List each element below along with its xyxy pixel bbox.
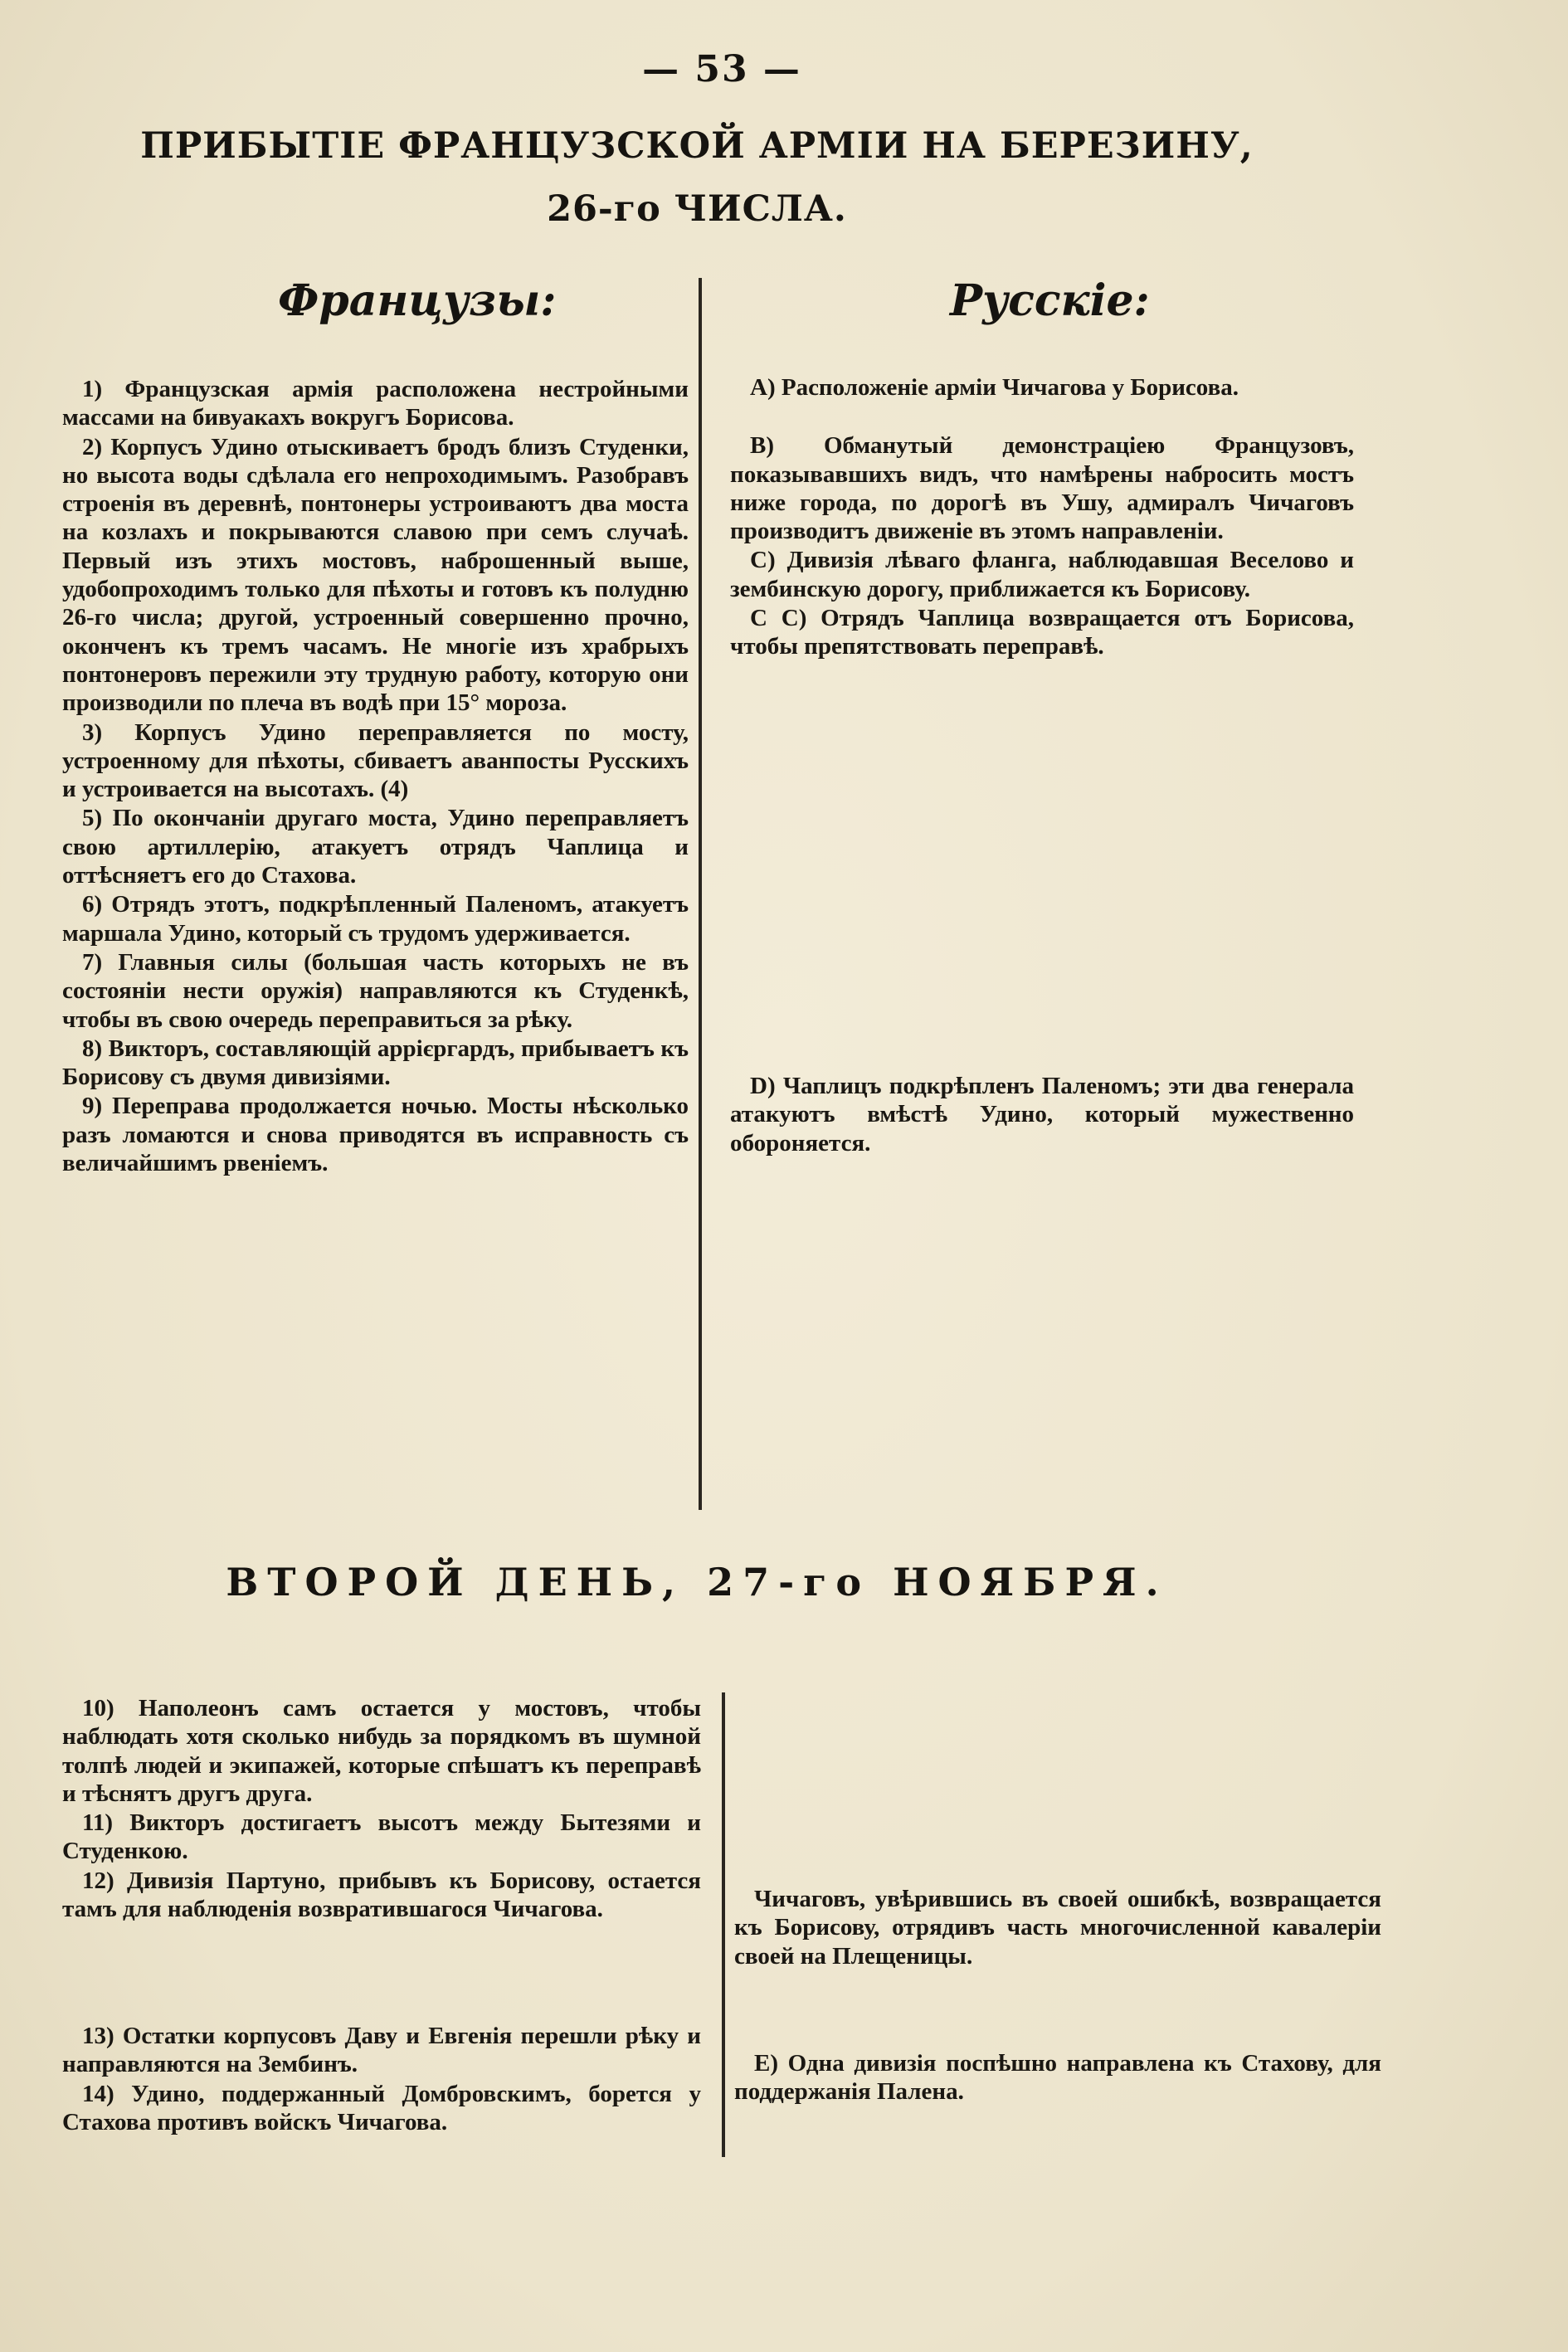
chichagov-paragraph: Чичаговъ, увѣрившись въ своей ошибкѣ, возвращается къ Борисову, отрядивъ часть многочисленной кавалеріи своей на Плещеницы. — [734, 1886, 1381, 1970]
french-paragraph-2: 2) Корпусъ Удино отыскиваетъ бродъ близъ Студенки, но высота воды сдѣлала его непроходимымъ. Разобравъ строенія въ деревнѣ, понтонеры устроиваютъ два моста на козлахъ и покрываются славою при семъ случаѣ. Первый изъ этихъ мостовъ, наброшенный выше, удобопроходимъ только для пѣхоты и готовъ къ полудню 26-го числа; другой, устроенный совершенно прочно, оконченъ къ тремъ часамъ. Не многіе изъ храбрыхъ понтонеровъ пережили эту трудную работу, которую они производили по плеча въ водѣ при 15° мороза. — [62, 433, 689, 717]
page-title: ПРИБЫТІЕ ФРАНЦУЗСКОЙ АРМІИ НА БЕРЕЗИНУ, 26-го ЧИСЛА. — [140, 125, 1254, 230]
page-number: — 53 — — [642, 48, 801, 90]
russian-paragraph-d-block — [730, 1072, 1354, 1157]
russian-paragraph-cc: C C) Отрядъ Чаплица возвращается отъ Борисова, чтобы препятствовать переправѣ. — [730, 605, 1354, 660]
french-paragraph-10: 10) Наполеонъ самъ остается у мостовъ, чтобы наблюдать хотя сколько нибудь за порядкомъ въ шумной толпѣ людей и экипажей, которые спѣшатъ къ переправѣ и тѣснятъ другъ друга. — [62, 1695, 701, 1807]
french-column — [62, 375, 689, 1177]
second-day-french-column — [62, 1694, 701, 1923]
french-paragraph-11: 11) Викторъ достигаетъ высотъ между Бытезями и Студенкою. — [62, 1809, 701, 1865]
column-divider-top — [699, 278, 702, 1510]
russian-paragraph-c: C) Дивизія лѣваго фланга, наблюдавшая Веселово и зембинскую дорогу, приближается къ Борисову. — [730, 547, 1354, 602]
second-day-heading: ВТОРОЙ ДЕНЬ, 27-го НОЯБРЯ. — [226, 1560, 1168, 1605]
french-paragraph-5: 5) По окончаніи другаго моста, Удино переправляетъ свою артиллерію, атакуетъ отрядъ Чаплица и оттѣсняетъ его до Стахова. — [62, 805, 689, 889]
french-paragraph-12: 12) Дивизія Партуно, прибывъ къ Борисову, остается тамъ для наблюденія возвратившагося Чичагова. — [62, 1867, 701, 1923]
french-paragraph-7: 7) Главныя силы (большая часть которыхъ не въ состояніи нести оружія) направляются къ Студенкѣ, чтобы въ свою очередь переправиться за рѣку. — [62, 948, 689, 1033]
french-paragraph-6: 6) Отрядъ этотъ, подкрѣпленный Паленомъ, атакуетъ маршала Удино, который съ трудомъ удерживается. — [62, 891, 689, 947]
second-day-french-column-lower — [62, 2022, 701, 2136]
second-day-russian-column — [734, 1885, 1381, 1970]
french-paragraph-8: 8) Викторъ, составляющій аррієргардъ, прибываетъ къ Борисову съ двумя дивизіями. — [62, 1035, 689, 1091]
russian-paragraph-d: D) Чаплицъ подкрѣпленъ Паленомъ; эти два генерала атакуютъ вмѣстѣ Удино, который мужественно обороняется. — [730, 1073, 1354, 1157]
french-paragraph-9: 9) Переправа продолжается ночью. Мосты нѣсколько разъ ломаются и снова приводятся въ исправность съ величайшимъ рвеніемъ. — [62, 1093, 689, 1177]
column-divider-bottom — [722, 1692, 725, 2157]
russian-column — [730, 373, 1354, 661]
second-day-russian-column-lower — [734, 2049, 1381, 2106]
french-paragraph-13: 13) Остатки корпусовъ Даву и Евгенія перешли рѣку и направляются на Зембинъ. — [62, 2023, 701, 2078]
french-paragraph-1: 1) Французская армія расположена нестройными массами на бивуакахъ вокругъ Борисова. — [62, 376, 689, 431]
russian-paragraph-e: E) Одна дивизія поспѣшно направлена къ Стахову, для поддержанія Палена. — [734, 2050, 1381, 2106]
french-column-heading: Французы: — [278, 275, 557, 326]
french-paragraph-3: 3) Корпусъ Удино переправляется по мосту, устроенному для пѣхоты, сбиваетъ аванпосты Русскихъ и устроивается на высотахъ. (4) — [62, 718, 689, 803]
russian-column-heading: Русскіе: — [950, 275, 1150, 326]
french-paragraph-14: 14) Удино, поддержанный Домбровскимъ, борется у Стахова противъ войскъ Чичагова. — [62, 2080, 701, 2135]
russian-paragraph-a: A) Расположеніе арміи Чичагова у Борисова. — [750, 374, 1239, 401]
russian-paragraph-b: B) Обманутый демонстраціею Французовъ, показывавшихъ видъ, что намѣрены набросить мостъ ниже города, по дорогѣ въ Ушу, адмиралъ Чичаговъ производитъ движеніе въ этомъ направленіи. — [730, 432, 1354, 545]
